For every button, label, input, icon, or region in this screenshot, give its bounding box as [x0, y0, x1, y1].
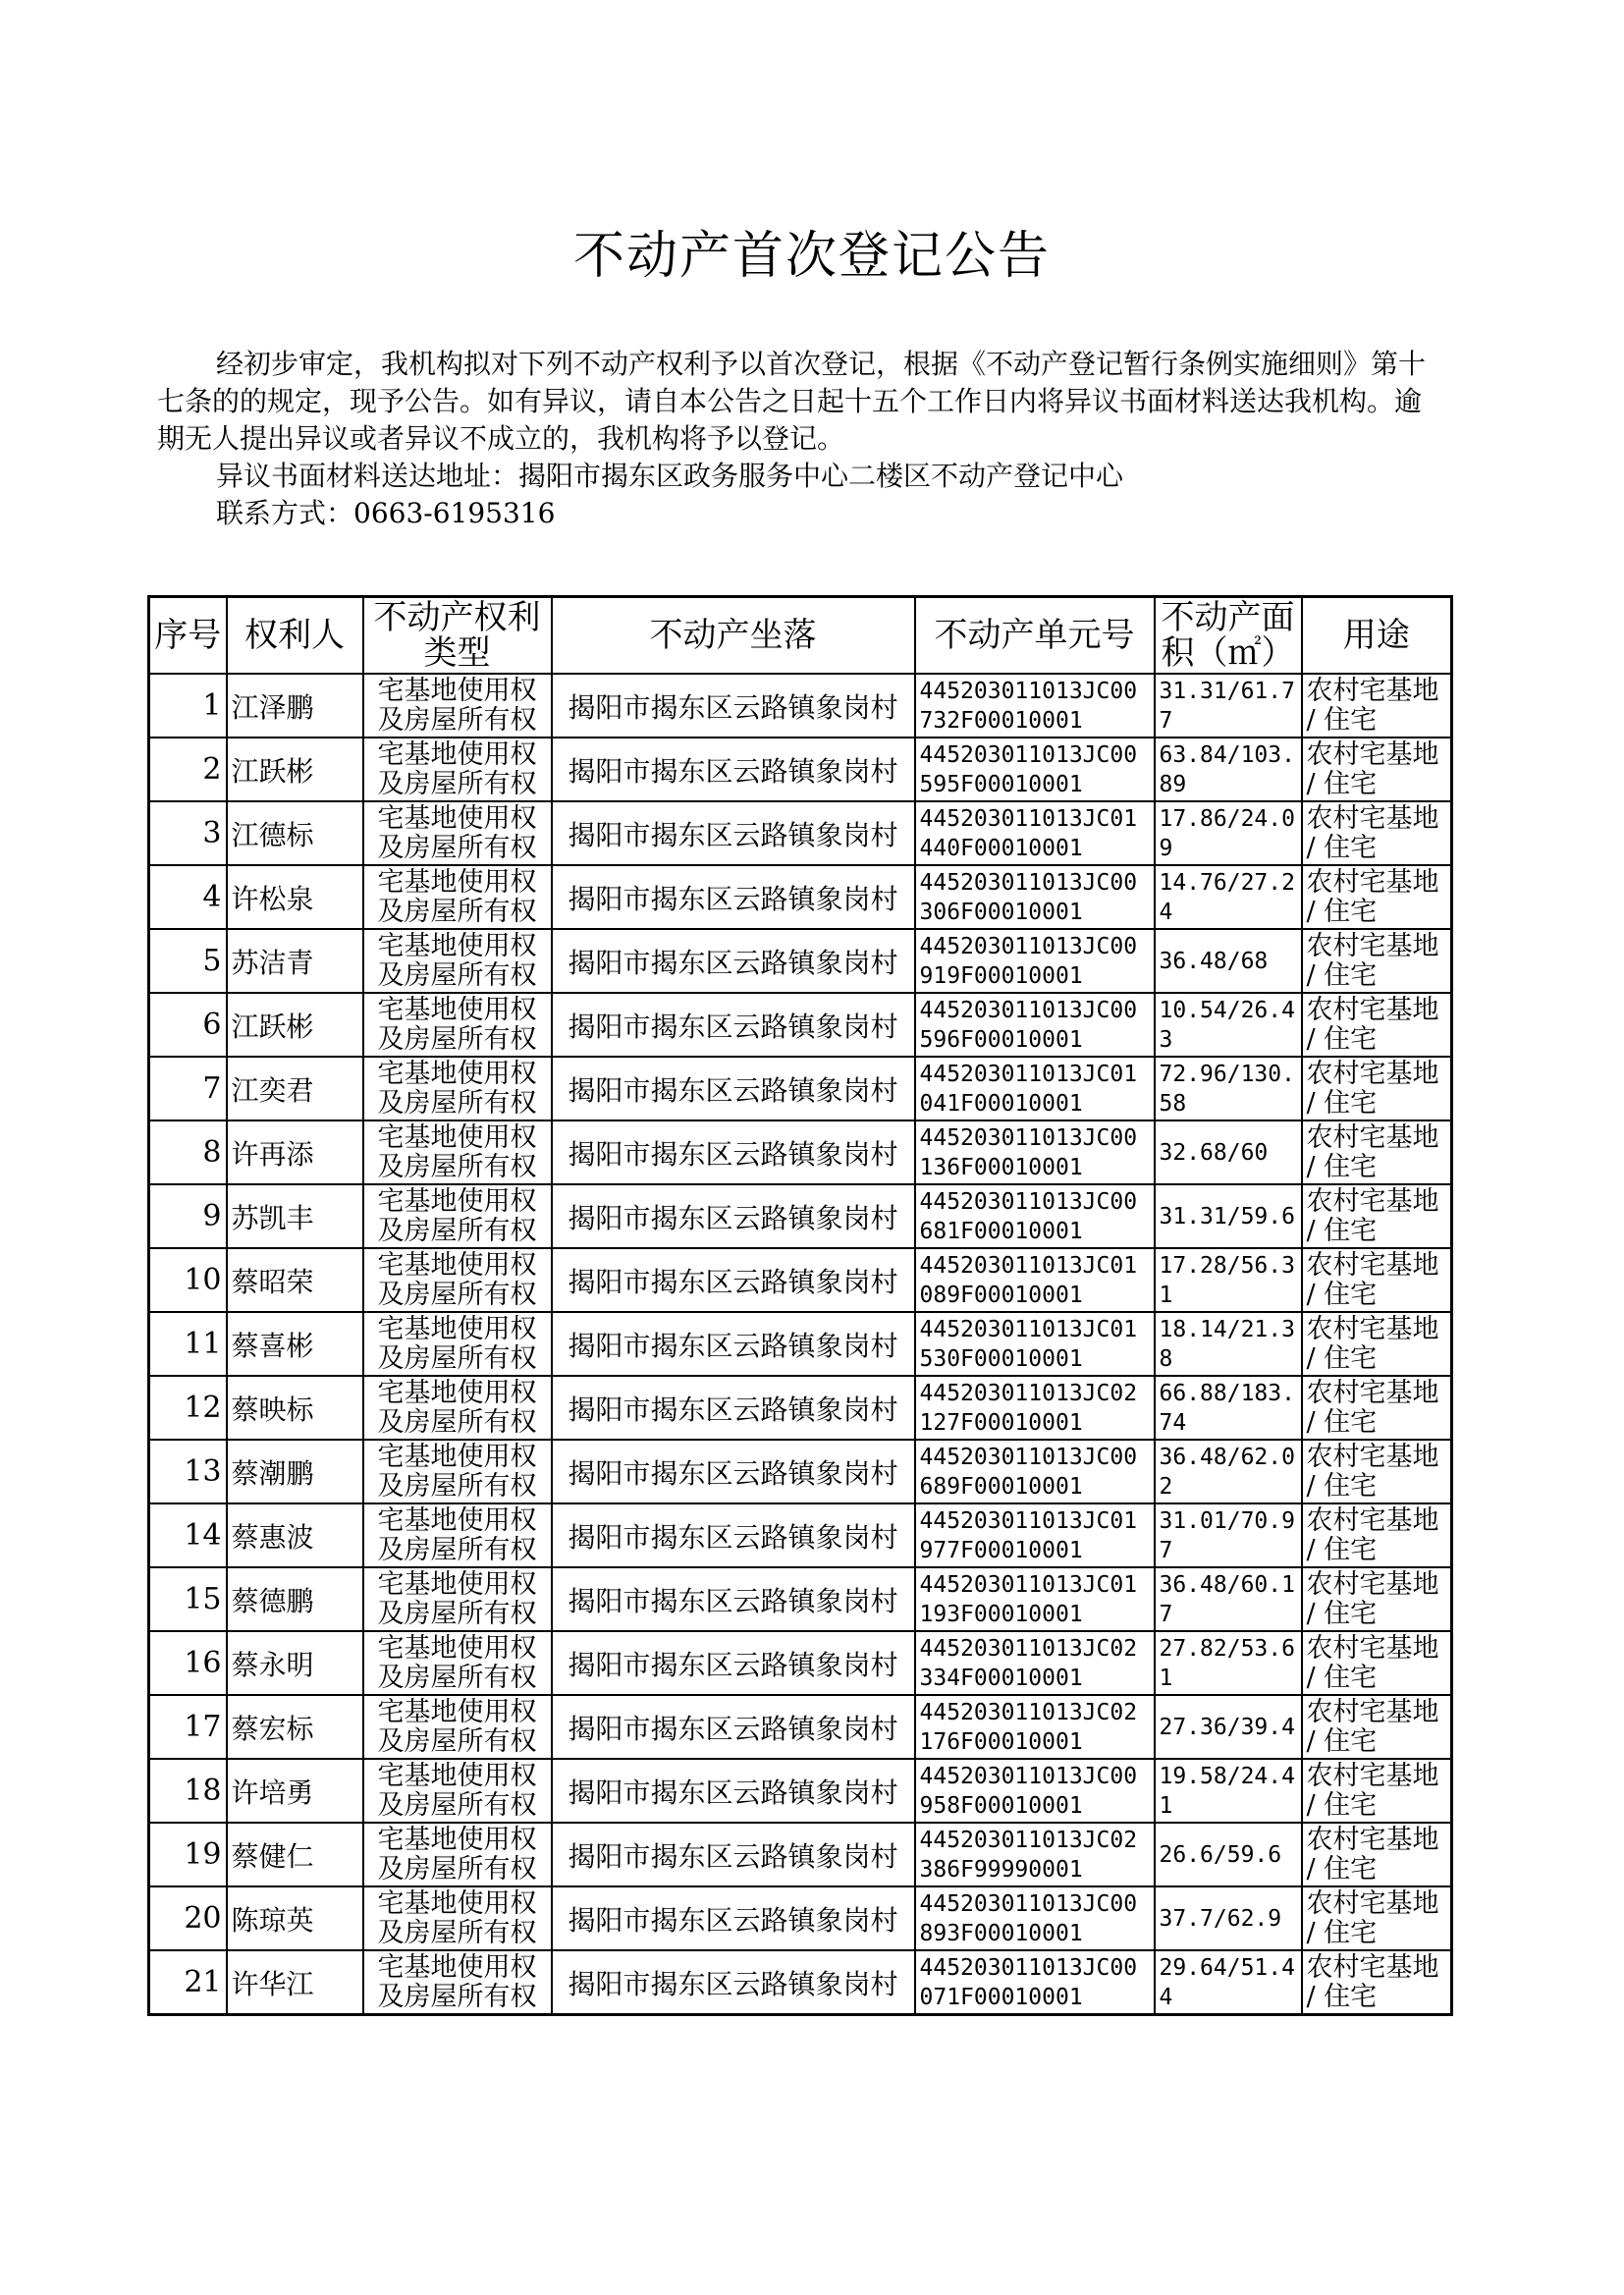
area: 10.54/26.43 [1155, 993, 1302, 1057]
row-index: 7 [149, 1057, 227, 1120]
table-row [149, 1440, 1452, 1503]
row-index: 17 [149, 1695, 227, 1759]
row-index: 9 [149, 1184, 227, 1248]
unit-number: 445203011013JC00919F00010001 [915, 929, 1155, 993]
owner-name: 江跃彬 [227, 738, 363, 801]
right-type: 宅基地使用权及房屋所有权 [363, 993, 552, 1057]
owner-name: 蔡宏标 [227, 1695, 363, 1759]
usage: 农村宅基地 / 住宅 [1302, 1823, 1452, 1886]
area: 19.58/24.41 [1155, 1759, 1302, 1823]
row-index: 21 [149, 1950, 227, 2015]
row-index: 13 [149, 1440, 227, 1503]
header-unit-number: 不动产单元号 [915, 597, 1155, 675]
right-type: 宅基地使用权及房屋所有权 [363, 1823, 552, 1886]
unit-number: 445203011013JC00893F00010001 [915, 1886, 1155, 1950]
owner-name: 许再添 [227, 1120, 363, 1184]
row-index: 6 [149, 993, 227, 1057]
usage: 农村宅基地 / 住宅 [1302, 1312, 1452, 1376]
table-body [149, 674, 1452, 2015]
owner-name: 蔡德鹏 [227, 1567, 363, 1631]
notice-paragraph: 经初步审定，我机构拟对下列不动产权利予以首次登记，根据《不动产登记暂行条例实施细则》第十七条的的规定，现予公告。如有异议，请自本公告之日起十五个工作日内将异议书面材料送达我机构。逾期无人提出异议或者异议不成立的，我机构将予以登记。 [157, 348, 1427, 455]
table-row [149, 1823, 1452, 1886]
usage: 农村宅基地 / 住宅 [1302, 1886, 1452, 1950]
header-usage: 用途 [1302, 597, 1452, 675]
right-type: 宅基地使用权及房屋所有权 [363, 1184, 552, 1248]
area: 63.84/103.89 [1155, 738, 1302, 801]
table-row [149, 1886, 1452, 1950]
unit-number: 445203011013JC01530F00010001 [915, 1312, 1155, 1376]
usage: 农村宅基地 / 住宅 [1302, 674, 1452, 738]
location: 揭阳市揭东区云路镇象岗村 [552, 1376, 915, 1440]
row-index: 11 [149, 1312, 227, 1376]
right-type: 宅基地使用权及房屋所有权 [363, 1440, 552, 1503]
location: 揭阳市揭东区云路镇象岗村 [552, 1184, 915, 1248]
location: 揭阳市揭东区云路镇象岗村 [552, 1440, 915, 1503]
usage: 农村宅基地 / 住宅 [1302, 1950, 1452, 2015]
unit-number: 445203011013JC01089F00010001 [915, 1248, 1155, 1312]
location: 揭阳市揭东区云路镇象岗村 [552, 1950, 915, 2015]
right-type: 宅基地使用权及房屋所有权 [363, 1057, 552, 1120]
location: 揭阳市揭东区云路镇象岗村 [552, 1503, 915, 1567]
unit-number: 445203011013JC01193F00010001 [915, 1567, 1155, 1631]
right-type: 宅基地使用权及房屋所有权 [363, 674, 552, 738]
owner-name: 蔡潮鹏 [227, 1440, 363, 1503]
usage: 农村宅基地 / 住宅 [1302, 1376, 1452, 1440]
location: 揭阳市揭东区云路镇象岗村 [552, 1823, 915, 1886]
usage: 农村宅基地 / 住宅 [1302, 1503, 1452, 1567]
right-type: 宅基地使用权及房屋所有权 [363, 1248, 552, 1312]
table-row [149, 1376, 1452, 1440]
location: 揭阳市揭东区云路镇象岗村 [552, 1631, 915, 1695]
unit-number: 445203011013JC00958F00010001 [915, 1759, 1155, 1823]
usage: 农村宅基地 / 住宅 [1302, 1184, 1452, 1248]
row-index: 12 [149, 1376, 227, 1440]
owner-name: 苏凯丰 [227, 1184, 363, 1248]
right-type: 宅基地使用权及房屋所有权 [363, 1631, 552, 1695]
unit-number: 445203011013JC01977F00010001 [915, 1503, 1155, 1567]
header-owner: 权利人 [227, 597, 363, 675]
usage: 农村宅基地 / 住宅 [1302, 1695, 1452, 1759]
unit-number: 445203011013JC00596F00010001 [915, 993, 1155, 1057]
owner-name: 许培勇 [227, 1759, 363, 1823]
area: 66.88/183.74 [1155, 1376, 1302, 1440]
unit-number: 445203011013JC00681F00010001 [915, 1184, 1155, 1248]
right-type: 宅基地使用权及房屋所有权 [363, 738, 552, 801]
usage: 农村宅基地 / 住宅 [1302, 1567, 1452, 1631]
area: 31.01/70.97 [1155, 1503, 1302, 1567]
owner-name: 江奕君 [227, 1057, 363, 1120]
unit-number: 445203011013JC01041F00010001 [915, 1057, 1155, 1120]
table-row [149, 674, 1452, 738]
area: 31.31/61.77 [1155, 674, 1302, 738]
right-type: 宅基地使用权及房屋所有权 [363, 1695, 552, 1759]
area: 18.14/21.38 [1155, 1312, 1302, 1376]
right-type: 宅基地使用权及房屋所有权 [363, 1312, 552, 1376]
table-row [149, 865, 1452, 929]
owner-name: 江跃彬 [227, 993, 363, 1057]
table-row [149, 1248, 1452, 1312]
right-type: 宅基地使用权及房屋所有权 [363, 1950, 552, 2015]
right-type: 宅基地使用权及房屋所有权 [363, 929, 552, 993]
unit-number: 445203011013JC01440F00010001 [915, 801, 1155, 865]
right-type: 宅基地使用权及房屋所有权 [363, 1120, 552, 1184]
owner-name: 许华江 [227, 1950, 363, 2015]
table-row [149, 738, 1452, 801]
right-type: 宅基地使用权及房屋所有权 [363, 1376, 552, 1440]
area: 29.64/51.44 [1155, 1950, 1302, 2015]
location: 揭阳市揭东区云路镇象岗村 [552, 674, 915, 738]
usage: 农村宅基地 / 住宅 [1302, 865, 1452, 929]
contact-info: 联系方式：0663-6195316 [216, 497, 556, 529]
area: 32.68/60 [1155, 1120, 1302, 1184]
area: 36.48/68 [1155, 929, 1302, 993]
location: 揭阳市揭东区云路镇象岗村 [552, 929, 915, 993]
table-header-row [149, 597, 1452, 675]
unit-number: 445203011013JC02334F00010001 [915, 1631, 1155, 1695]
area: 27.36/39.4 [1155, 1695, 1302, 1759]
table-row [149, 1695, 1452, 1759]
area: 17.28/56.31 [1155, 1248, 1302, 1312]
owner-name: 蔡健仁 [227, 1823, 363, 1886]
unit-number: 445203011013JC02386F99990001 [915, 1823, 1155, 1886]
owner-name: 江泽鹏 [227, 674, 363, 738]
owner-name: 蔡映标 [227, 1376, 363, 1440]
table-row [149, 1631, 1452, 1695]
owner-name: 蔡喜彬 [227, 1312, 363, 1376]
area: 31.31/59.6 [1155, 1184, 1302, 1248]
row-index: 16 [149, 1631, 227, 1695]
row-index: 4 [149, 865, 227, 929]
usage: 农村宅基地 / 住宅 [1302, 1440, 1452, 1503]
location: 揭阳市揭东区云路镇象岗村 [552, 1695, 915, 1759]
location: 揭阳市揭东区云路镇象岗村 [552, 801, 915, 865]
area: 36.48/62.02 [1155, 1440, 1302, 1503]
location: 揭阳市揭东区云路镇象岗村 [552, 1886, 915, 1950]
owner-name: 陈琼英 [227, 1886, 363, 1950]
owner-name: 江德标 [227, 801, 363, 865]
row-index: 10 [149, 1248, 227, 1312]
row-index: 19 [149, 1823, 227, 1886]
row-index: 8 [149, 1120, 227, 1184]
right-type: 宅基地使用权及房屋所有权 [363, 1567, 552, 1631]
table-row [149, 929, 1452, 993]
unit-number: 445203011013JC02127F00010001 [915, 1376, 1155, 1440]
row-index: 5 [149, 929, 227, 993]
area: 72.96/130.58 [1155, 1057, 1302, 1120]
row-index: 14 [149, 1503, 227, 1567]
area: 14.76/27.24 [1155, 865, 1302, 929]
area: 27.82/53.61 [1155, 1631, 1302, 1695]
header-location: 不动产坐落 [552, 597, 915, 675]
usage: 农村宅基地 / 住宅 [1302, 993, 1452, 1057]
usage: 农村宅基地 / 住宅 [1302, 1057, 1452, 1120]
notice-body [157, 346, 1434, 532]
table-row [149, 1184, 1452, 1248]
right-type: 宅基地使用权及房屋所有权 [363, 865, 552, 929]
unit-number: 445203011013JC00071F00010001 [915, 1950, 1155, 2015]
row-index: 18 [149, 1759, 227, 1823]
area: 36.48/60.17 [1155, 1567, 1302, 1631]
location: 揭阳市揭东区云路镇象岗村 [552, 1759, 915, 1823]
table-row [149, 1567, 1452, 1631]
registration-table [147, 595, 1453, 2016]
usage: 农村宅基地 / 住宅 [1302, 1631, 1452, 1695]
unit-number: 445203011013JC00306F00010001 [915, 865, 1155, 929]
area: 17.86/24.09 [1155, 801, 1302, 865]
table-row [149, 1950, 1452, 2015]
area: 26.6/59.6 [1155, 1823, 1302, 1886]
unit-number: 445203011013JC00689F00010001 [915, 1440, 1155, 1503]
location: 揭阳市揭东区云路镇象岗村 [552, 738, 915, 801]
location: 揭阳市揭东区云路镇象岗村 [552, 1248, 915, 1312]
location: 揭阳市揭东区云路镇象岗村 [552, 1057, 915, 1120]
location: 揭阳市揭东区云路镇象岗村 [552, 865, 915, 929]
usage: 农村宅基地 / 住宅 [1302, 801, 1452, 865]
row-index: 3 [149, 801, 227, 865]
unit-number: 445203011013JC02176F00010001 [915, 1695, 1155, 1759]
owner-name: 许松泉 [227, 865, 363, 929]
area: 37.7/62.9 [1155, 1886, 1302, 1950]
owner-name: 蔡昭荣 [227, 1248, 363, 1312]
table-row [149, 1759, 1452, 1823]
unit-number: 445203011013JC00595F00010001 [915, 738, 1155, 801]
right-type: 宅基地使用权及房屋所有权 [363, 1886, 552, 1950]
usage: 农村宅基地 / 住宅 [1302, 1759, 1452, 1823]
unit-number: 445203011013JC00732F00010001 [915, 674, 1155, 738]
usage: 农村宅基地 / 住宅 [1302, 929, 1452, 993]
location: 揭阳市揭东区云路镇象岗村 [552, 1567, 915, 1631]
page-title: 不动产首次登记公告 [572, 227, 1051, 286]
usage: 农村宅基地 / 住宅 [1302, 1248, 1452, 1312]
objection-address: 异议书面材料送达地址：揭阳市揭东区政务服务中心二楼区不动产登记中心 [216, 460, 1124, 492]
table-row [149, 1057, 1452, 1120]
table-row [149, 1503, 1452, 1567]
right-type: 宅基地使用权及房屋所有权 [363, 801, 552, 865]
header-index: 序号 [149, 597, 227, 675]
row-index: 20 [149, 1886, 227, 1950]
location: 揭阳市揭东区云路镇象岗村 [552, 993, 915, 1057]
row-index: 2 [149, 738, 227, 801]
header-right-type: 不动产权利类型 [363, 597, 552, 675]
location: 揭阳市揭东区云路镇象岗村 [552, 1312, 915, 1376]
owner-name: 蔡永明 [227, 1631, 363, 1695]
table-row [149, 801, 1452, 865]
owner-name: 蔡惠波 [227, 1503, 363, 1567]
unit-number: 445203011013JC00136F00010001 [915, 1120, 1155, 1184]
usage: 农村宅基地 / 住宅 [1302, 738, 1452, 801]
table-row [149, 1120, 1452, 1184]
row-index: 15 [149, 1567, 227, 1631]
usage: 农村宅基地 / 住宅 [1302, 1120, 1452, 1184]
right-type: 宅基地使用权及房屋所有权 [363, 1759, 552, 1823]
row-index: 1 [149, 674, 227, 738]
right-type: 宅基地使用权及房屋所有权 [363, 1503, 552, 1567]
owner-name: 苏洁青 [227, 929, 363, 993]
header-area: 不动产面积（㎡） [1155, 597, 1302, 675]
location: 揭阳市揭东区云路镇象岗村 [552, 1120, 915, 1184]
table-row [149, 993, 1452, 1057]
table-row [149, 1312, 1452, 1376]
